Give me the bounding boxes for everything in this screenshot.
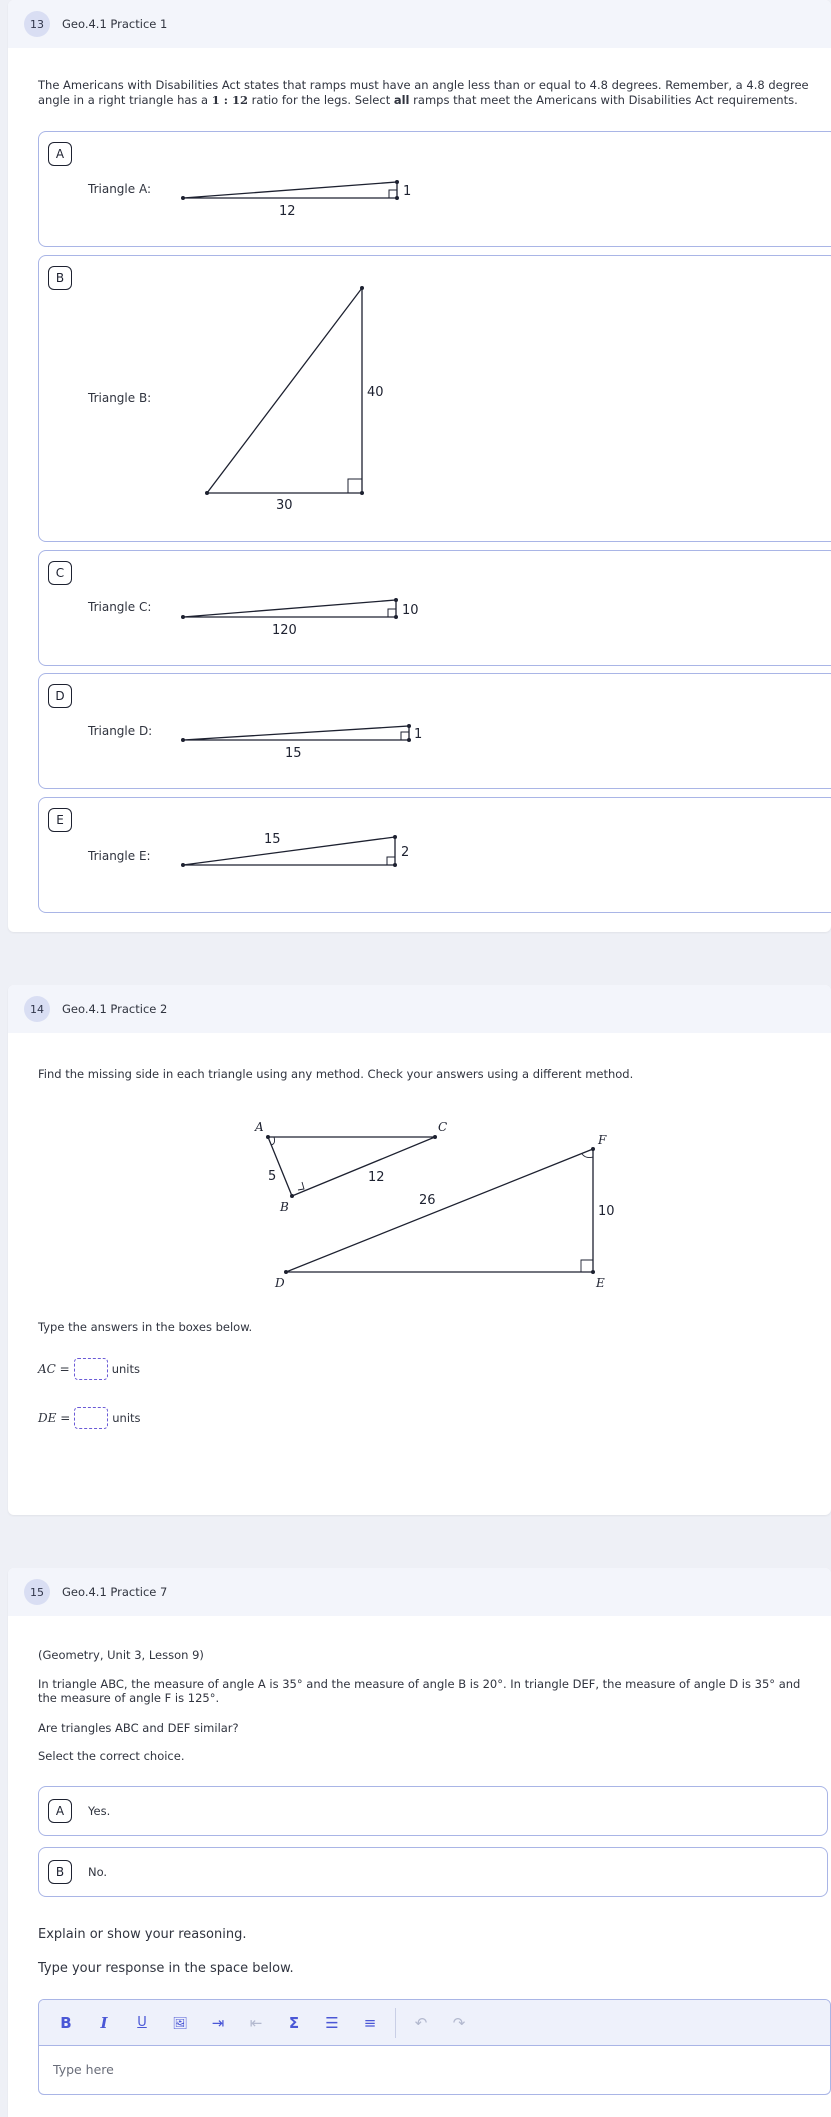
choice-label: Yes. xyxy=(88,1804,111,1818)
question-15-question: Are triangles ABC and DEF similar? xyxy=(38,1721,239,1735)
units-label: units xyxy=(111,1362,140,1376)
side-bc-label: 12 xyxy=(368,1170,385,1185)
triangle-label: Triangle D: xyxy=(88,724,153,738)
question-14-instruction: Type the answers in the boxes below. xyxy=(38,1320,253,1334)
triangle-label: Triangle A: xyxy=(88,182,151,196)
question-13-card xyxy=(8,0,831,932)
underline-button[interactable]: U xyxy=(137,2015,147,2030)
side-df-label: 26 xyxy=(419,1193,436,1208)
side-ab-label: 5 xyxy=(268,1169,277,1184)
choice-no[interactable] xyxy=(38,1847,828,1897)
indent-icon[interactable]: ⇥ xyxy=(211,2013,225,2032)
vertex-a: A xyxy=(255,1120,264,1134)
triangle-a-figure xyxy=(39,132,831,248)
redo-icon[interactable]: ↷ xyxy=(452,2013,466,2032)
vertex-f: F xyxy=(598,1133,607,1147)
base-label: 30 xyxy=(276,498,293,513)
option-c[interactable] xyxy=(38,550,831,666)
sigma-icon[interactable]: Σ xyxy=(288,2013,300,2032)
triangle-c-figure xyxy=(39,551,831,667)
question-15-prompt: In triangle ABC, the measure of angle A is 35° and the measure of angle B is 20°. In triangle DEF, the measure of angle D is 35° and the measure of angle F is 125°. xyxy=(38,1677,801,1705)
bold-button[interactable]: B xyxy=(60,2013,72,2032)
ac-answer-input[interactable] xyxy=(74,1358,108,1380)
option-d[interactable] xyxy=(38,673,831,789)
question-15-instruction: Select the correct choice. xyxy=(38,1749,185,1763)
option-letter-badge: A xyxy=(48,142,72,166)
base-label: 12 xyxy=(279,204,296,219)
de-answer-input[interactable] xyxy=(74,1407,108,1429)
option-e[interactable] xyxy=(38,797,831,913)
italic-button[interactable]: I xyxy=(100,2013,108,2032)
height-label: 10 xyxy=(402,603,419,618)
vertex-c: C xyxy=(438,1120,448,1134)
question-13-prompt: The Americans with Disabilities Act states that ramps must have an angle less than or equal to 4.8 degrees. Remember, a 4.8 degree angle in a right triangle has a 1 : 12 ratio for the legs. Select all ramps that meet the Americans with Disabilities Act requirements. xyxy=(38,78,809,107)
question-15-source: (Geometry, Unit 3, Lesson 9) xyxy=(38,1648,204,1662)
option-letter-badge: E xyxy=(48,808,72,832)
choice-yes[interactable] xyxy=(38,1786,828,1836)
question-15-card xyxy=(8,1568,831,2117)
vertex-e: E xyxy=(596,1276,605,1290)
question-number: 14 xyxy=(24,996,50,1022)
question-number: 13 xyxy=(24,11,50,37)
height-label: 1 xyxy=(414,727,423,742)
triangle-d-figure xyxy=(39,674,831,790)
numbered-list-icon[interactable]: ≡ xyxy=(363,2013,377,2032)
question-number: 15 xyxy=(24,1579,50,1605)
toolbar-divider xyxy=(395,2008,396,2038)
editor-toolbar xyxy=(39,2000,830,2046)
option-letter-badge: D xyxy=(48,684,72,708)
option-letter-badge: C xyxy=(48,561,72,585)
units-label: units xyxy=(112,1411,141,1425)
question-15-header xyxy=(8,1568,831,1616)
editor-placeholder[interactable]: Type here xyxy=(53,2062,114,2077)
height-label: 2 xyxy=(401,845,410,860)
option-letter-badge: B xyxy=(48,266,72,290)
side-fe-label: 10 xyxy=(598,1204,615,1219)
height-label: 40 xyxy=(367,385,384,400)
choice-letter-badge: B xyxy=(48,1860,72,1884)
question-title: Geo.4.1 Practice 2 xyxy=(62,1002,168,1016)
hypotenuse-label: 15 xyxy=(264,832,281,847)
response-instruction: Type your response in the space below. xyxy=(38,1961,294,1976)
question-13-header xyxy=(8,0,831,48)
vertex-b: B xyxy=(280,1200,289,1214)
triangle-label: Triangle E: xyxy=(88,849,151,863)
choice-label: No. xyxy=(88,1865,108,1879)
outdent-icon[interactable]: ⇤ xyxy=(249,2013,263,2032)
similar-triangles-figure xyxy=(8,985,831,1515)
base-label: 15 xyxy=(285,746,302,761)
bulleted-list-icon[interactable]: ☰ xyxy=(325,2013,339,2032)
ac-label: AC = xyxy=(38,1362,70,1376)
vertex-d: D xyxy=(275,1276,285,1290)
question-14-prompt: Find the missing side in each triangle using any method. Check your answers using a different method. xyxy=(38,1067,634,1081)
triangle-b-figure xyxy=(39,256,831,543)
question-title: Geo.4.1 Practice 7 xyxy=(62,1585,168,1599)
triangle-label: Triangle B: xyxy=(88,391,152,405)
option-b[interactable] xyxy=(38,255,831,542)
triangle-label: Triangle C: xyxy=(88,600,152,614)
image-icon[interactable]: 🖼 xyxy=(172,2015,188,2030)
de-label: DE = xyxy=(38,1411,71,1425)
response-editor[interactable] xyxy=(38,1999,831,2095)
answer-row-ac xyxy=(38,1358,140,1380)
triangle-e-figure xyxy=(39,798,831,914)
height-label: 1 xyxy=(403,184,412,199)
option-a[interactable] xyxy=(38,131,831,247)
undo-icon[interactable]: ↶ xyxy=(414,2013,428,2032)
base-label: 120 xyxy=(272,623,297,638)
question-title: Geo.4.1 Practice 1 xyxy=(62,17,168,31)
choice-letter-badge: A xyxy=(48,1799,72,1823)
explain-heading: Explain or show your reasoning. xyxy=(38,1927,247,1942)
question-14-card xyxy=(8,985,831,1515)
answer-row-de xyxy=(38,1407,141,1429)
